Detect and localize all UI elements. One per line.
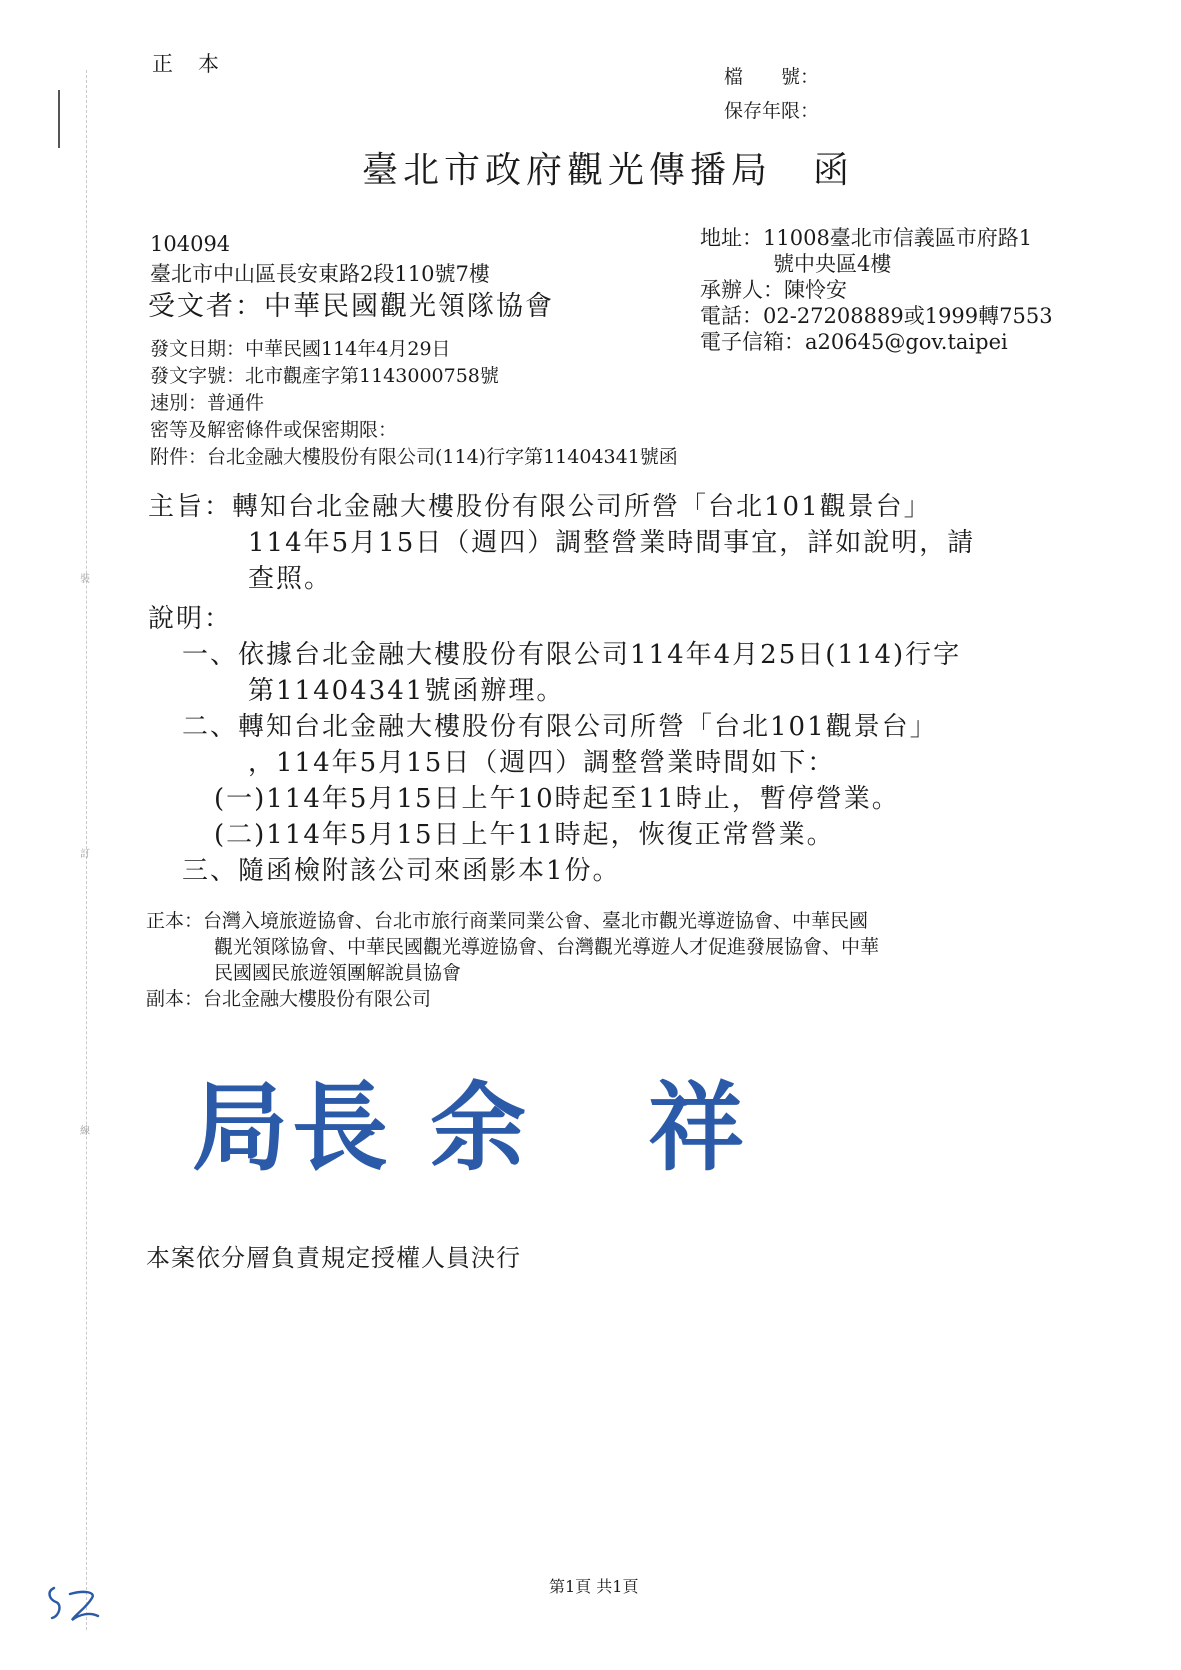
sender-address-line2: 號中央區4樓 — [773, 252, 892, 276]
attachment: 附件：台北金融大樓股份有限公司(114)行字第11404341號函 — [150, 446, 678, 468]
explanation-heading: 說明： — [148, 604, 233, 634]
distribution-original-line1: 正本：台灣入境旅遊協會、台北市旅行商業同業公會、臺北市觀光導遊協會、中華民國 — [146, 910, 869, 932]
seal-surname: 余 — [430, 1071, 530, 1184]
explanation-item2-line1: 二、轉知台北金融大樓股份有限公司所營「台北101觀景台」 — [182, 712, 938, 742]
handler: 承辦人：陳怜安 — [700, 278, 847, 302]
margin-mark-line: 線 — [80, 1126, 90, 1137]
distribution-copy: 副本：台北金融大樓股份有限公司 — [146, 988, 432, 1010]
subject-line2: 114年5月15日（週四）調整營業時間事宜，詳如說明，請 — [248, 528, 976, 558]
secrecy-level: 密等及解密條件或保密期限： — [150, 419, 398, 441]
distribution-original-line2: 觀光領隊協會、中華民國觀光導遊協會、台灣觀光導遊人才促進發展協會、中華 — [214, 936, 880, 958]
phone: 電話：02-27208889或1999轉7553 — [700, 304, 1053, 328]
explanation-sub1: (一)114年5月15日上午10時起至11時止，暫停營業。 — [214, 784, 900, 814]
margin-mark-bind: 裝 — [80, 574, 90, 585]
seal-director-title: 局長 — [192, 1071, 392, 1184]
copy-mark: 正 本 — [152, 52, 221, 76]
email: 電子信箱：a20645@gov.taipei — [700, 330, 1008, 354]
explanation-item3: 三、隨函檢附該公司來函影本1份。 — [182, 856, 621, 886]
handwritten-mark — [26, 1582, 106, 1628]
binding-mark — [58, 90, 60, 148]
seal-given-name: 祥 — [648, 1071, 748, 1184]
recipient-address: 臺北市中山區長安東路2段110號7樓 — [150, 262, 490, 286]
recipient-postal-code: 104094 — [150, 232, 231, 256]
authorization-note: 本案依分層負責規定授權人員決行 — [146, 1244, 521, 1272]
explanation-item1-line2: 第11404341號函辦理。 — [248, 676, 565, 706]
issue-date: 發文日期：中華民國114年4月29日 — [150, 338, 451, 360]
explanation-item2-line2: ，114年5月15日（週四）調整營業時間如下： — [248, 748, 836, 778]
retention-period-label: 保存年限： — [724, 100, 820, 122]
margin-mark-order: 訂 — [80, 849, 90, 860]
subject-line1: 主旨：轉知台北金融大樓股份有限公司所營「台北101觀景台」 — [148, 492, 932, 522]
file-number-label: 檔 號： — [724, 66, 820, 88]
subject-line3: 查照。 — [248, 564, 333, 594]
delivery-speed: 速別：普通件 — [150, 392, 265, 414]
distribution-original-line3: 民國國民旅遊領團解說員協會 — [214, 962, 462, 984]
issue-number: 發文字號：北市觀產字第1143000758號 — [150, 365, 499, 387]
explanation-sub2: (二)114年5月15日上午11時起，恢復正常營業。 — [214, 820, 835, 850]
page-footer: 第1頁 共1頁 — [549, 1577, 639, 1596]
document-title: 臺北市政府觀光傳播局 函 — [362, 150, 855, 191]
recipient-name: 受文者：中華民國觀光領隊協會 — [148, 291, 554, 322]
explanation-item1-line1: 一、依據台北金融大樓股份有限公司114年4月25日(114)行字 — [182, 640, 962, 670]
sender-address-line1: 地址：11008臺北市信義區市府路1 — [700, 226, 1033, 250]
